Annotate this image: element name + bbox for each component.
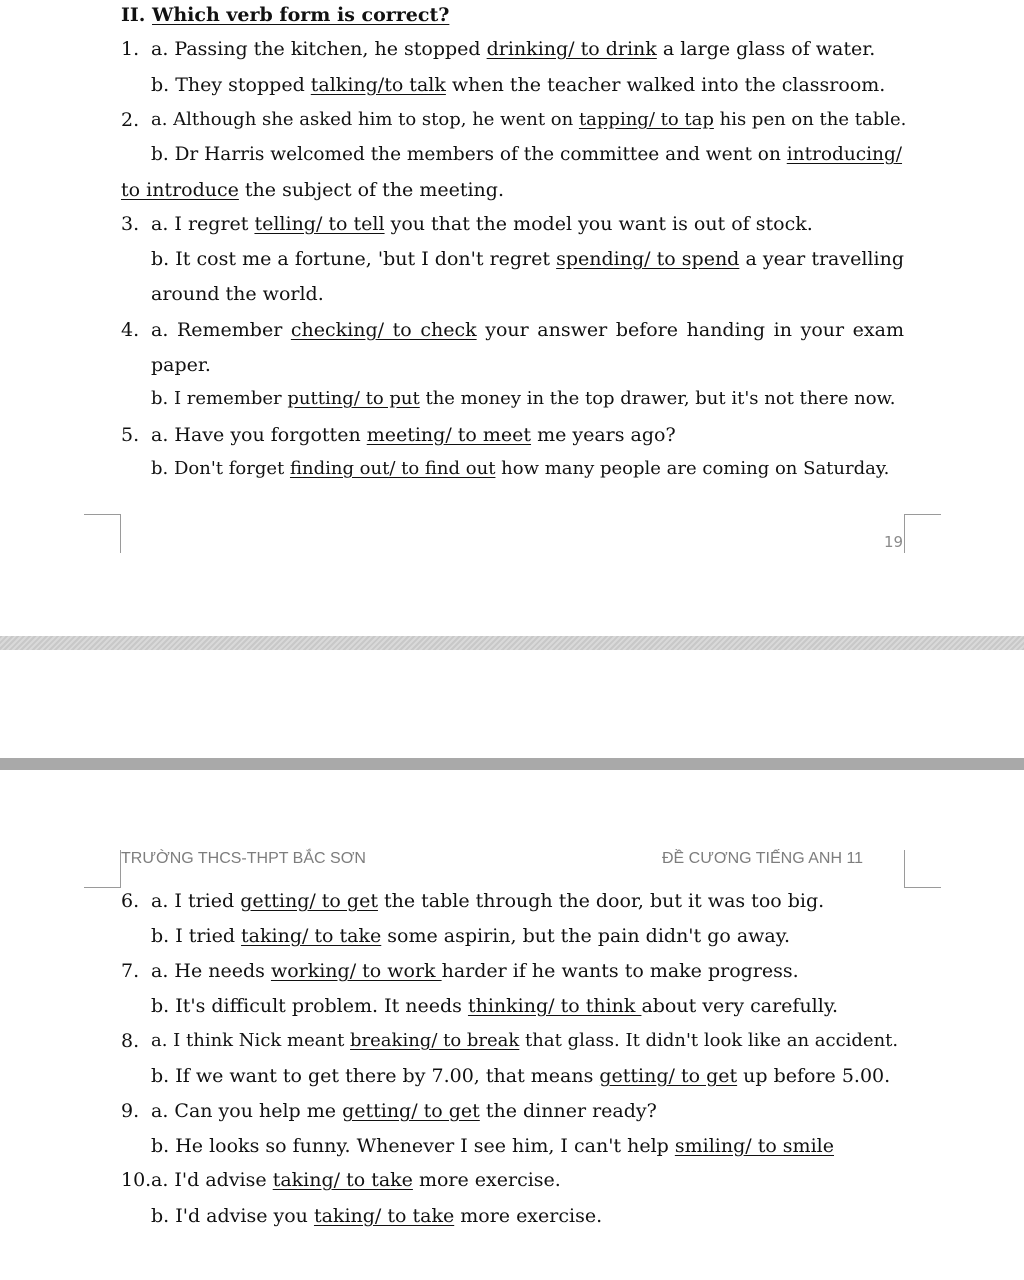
question-number: 5. (121, 424, 140, 446)
question-6b-text: b. I tried taking/ to take some aspirin, but the pain didn't go away. (151, 925, 791, 947)
verb-option: getting/ to get (599, 1065, 738, 1087)
verb-option: talking/to talk (310, 74, 446, 96)
verb-option: taking/ to take (272, 1169, 413, 1191)
question-6a-text: a. I tried getting/ to get the table through the door, but it was too big. (151, 890, 825, 912)
page-gap-hatch (0, 636, 1024, 650)
verb-option: finding out/ to find out (289, 458, 496, 479)
question-10a (121, 1168, 151, 1192)
question-8b-text: b. If we want to get there by 7.00, that means getting/ to get up before 5.00. (151, 1065, 891, 1087)
question-7a-text: a. He needs working/ to work harder if he wants to make progress. (151, 960, 799, 982)
verb-option: checking/ to check (290, 319, 477, 341)
verb-option: taking/ to take (313, 1205, 455, 1227)
question-number: 2. (121, 109, 140, 131)
question-1a (121, 37, 139, 61)
question-4a (121, 318, 139, 342)
verb-option: getting/ to get (240, 890, 378, 912)
question-2a-text: a. Although she asked him to stop, he went on tapping/ to tap his pen on the table. (151, 109, 907, 130)
question-8a-text: a. I think Nick meant breaking/ to break that glass. It didn't look like an accident. (151, 1030, 899, 1051)
verb-option: spending/ to spend (556, 248, 740, 270)
page-gap (0, 650, 1024, 758)
question-3b-text: b. It cost me a fortune, 'but I don't regret spending/ to spend a year travelling (151, 248, 904, 270)
question-number: 10. (121, 1169, 152, 1191)
page-number: 19 (884, 533, 904, 551)
question-1b-text: b. They stopped talking/to talk when the teacher walked into the classroom. (151, 74, 886, 96)
verb-option: taking/ to take (241, 925, 382, 947)
question-10a-text: a. I'd advise taking/ to take more exercise. (151, 1169, 561, 1191)
question-2b-text: b. Dr Harris welcomed the members of the committee and went on introducing/ (151, 144, 903, 165)
question-1a-text: a. Passing the kitchen, he stopped drinking/ to drink a large glass of water. (151, 38, 876, 60)
verb-option: smiling/ to smile (674, 1135, 834, 1157)
question-number: 6. (121, 890, 140, 912)
question-3a-text: a. I regret telling/ to tell you that the model you want is out of stock. (151, 213, 813, 235)
question-3a (121, 212, 139, 236)
question-5a (121, 423, 139, 447)
question-3b-text-cont: around the world. (151, 283, 324, 305)
question-number: 3. (121, 213, 140, 235)
question-7b-text: b. It's difficult problem. It needs thinking/ to think about very carefully. (151, 995, 839, 1017)
question-5b-text: b. Don't forget finding out/ to find out how many people are coming on Saturday. (151, 458, 890, 479)
question-4a-text-cont: paper. (151, 354, 211, 376)
question-9a (121, 1099, 139, 1123)
question-9a-text: a. Can you help me getting/ to get the dinner ready? (151, 1100, 657, 1122)
verb-option: drinking/ to drink (486, 38, 657, 60)
question-number: 1. (121, 38, 140, 60)
question-number: 7. (121, 960, 140, 982)
question-6a (121, 889, 139, 913)
section-title: II. Which verb form is correct? (121, 4, 450, 26)
verb-option: putting/ to put (287, 388, 420, 409)
crop-mark-bottom-left (84, 514, 121, 553)
header-document-title: ĐỀ CƯƠNG TIẾNG ANH 11 (662, 850, 864, 867)
question-2a (121, 108, 139, 132)
verb-option: to introduce (121, 179, 239, 201)
question-number: 8. (121, 1030, 140, 1052)
verb-option: breaking/ to break (350, 1030, 520, 1051)
question-number: 9. (121, 1100, 140, 1122)
crop-mark-top-right (904, 850, 941, 888)
verb-option: getting/ to get (342, 1100, 480, 1122)
crop-mark-bottom-right (904, 514, 941, 553)
question-number: 4. (121, 319, 140, 341)
verb-option: thinking/ to think (467, 995, 642, 1017)
page-gap-bar (0, 758, 1024, 770)
question-2b-text-cont: to introduce the subject of the meeting. (121, 179, 504, 201)
verb-option: tapping/ to tap (578, 109, 714, 130)
question-4b-text: b. I remember putting/ to put the money in the top drawer, but it's not there now. (151, 388, 896, 409)
verb-option: introducing/ (786, 144, 903, 165)
question-8a (121, 1029, 139, 1053)
question-10b-text: b. I'd advise you taking/ to take more exercise. (151, 1205, 603, 1227)
verb-option: telling/ to tell (254, 213, 385, 235)
question-7a (121, 959, 139, 983)
question-9b-text: b. He looks so funny. Whenever I see him, I can't help smiling/ to smile (151, 1135, 834, 1157)
question-5a-text: a. Have you forgotten meeting/ to meet me years ago? (151, 424, 676, 446)
crop-mark-top-left (84, 850, 121, 888)
header-school-name: TRƯỜNG THCS-THPT BẮC SƠN (121, 850, 366, 867)
verb-option: meeting/ to meet (366, 424, 532, 446)
question-4a-text: a. Remember checking/ to check your answer before handing in your exam (151, 319, 904, 341)
verb-option: working/ to work (270, 960, 442, 982)
